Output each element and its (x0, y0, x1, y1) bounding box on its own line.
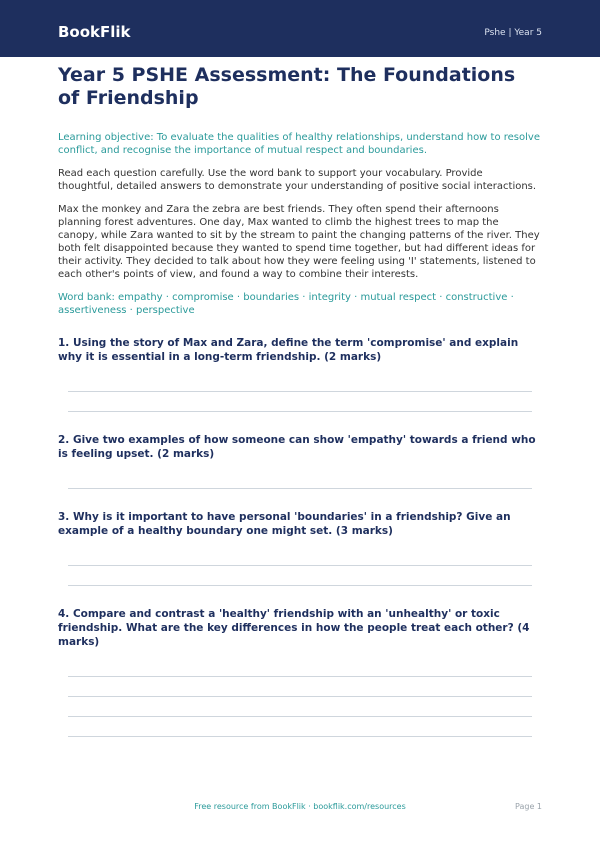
question-text: 3. Why is it important to have personal 'boundaries' in a friendship? Give an example of a healthy boundary one might set. (3 marks) (58, 511, 511, 537)
question-text: 2. Give two examples of how someone can show 'empathy' towards a friend who is feeling upset. (2 marks) (58, 434, 536, 460)
answer-line[interactable] (68, 697, 532, 717)
story-passage: Max the monkey and Zara the zebra are best friends. They often spend their afternoons planning forest adventures. One day, Max wanted to climb the highest trees to map the canopy, while Zara wanted to sit by the stream to paint the changing patterns of the river. They both felt disappointed because they wanted to spend time together, but had different ideas for their activity. They decided to talk about how they were feeling using 'I' statements, listened to each other's points of view, and found a way to combine their interests. (58, 204, 540, 280)
page-title: Year 5 PSHE Assessment: The Foundations of Friendship (58, 64, 516, 109)
answer-area[interactable] (68, 391, 532, 412)
worksheet-content (58, 64, 540, 737)
question-text: 1. Using the story of Max and Zara, define the term 'compromise' and explain why it is essential in a long-term friendship. (2 marks) (58, 337, 519, 363)
question-block-1 (58, 336, 540, 412)
subject-label: Pshe | Year 5 (484, 28, 542, 38)
answer-line[interactable] (68, 392, 532, 412)
answer-line[interactable] (68, 488, 532, 489)
answer-area[interactable] (68, 565, 532, 586)
learning-objective: Learning objective: To evaluate the qualities of healthy relationships, understand how to resolve conflict, and recognise the importance of mutual respect and boundaries. (58, 132, 540, 156)
answer-line[interactable] (68, 677, 532, 697)
answer-line[interactable] (68, 566, 532, 586)
page-header (0, 0, 600, 57)
page-number: Page 1 (515, 802, 542, 811)
instructions-text: Read each question carefully. Use the word bank to support your vocabulary. Provide thoughtful, detailed answers to demonstrate your understanding of positive social interactions. (58, 168, 537, 192)
question-text: 4. Compare and contrast a 'healthy' friendship with an 'unhealthy' or toxic friendship. What are the key differences in how the people treat each other? (4 marks) (58, 608, 530, 648)
answer-area[interactable] (68, 676, 532, 737)
answer-area[interactable] (68, 488, 532, 489)
question-block-2 (58, 433, 540, 489)
footer-resource-link[interactable]: Free resource from BookFlik · bookflik.com/resources (194, 802, 406, 811)
answer-line[interactable] (68, 717, 532, 737)
brand-logo-text[interactable]: BookFlik (58, 23, 131, 41)
word-bank: Word bank: empathy · compromise · boundaries · integrity · mutual respect · constructive · assertiveness · perspective (58, 292, 514, 316)
question-block-3 (58, 510, 540, 586)
question-block-4 (58, 607, 540, 737)
